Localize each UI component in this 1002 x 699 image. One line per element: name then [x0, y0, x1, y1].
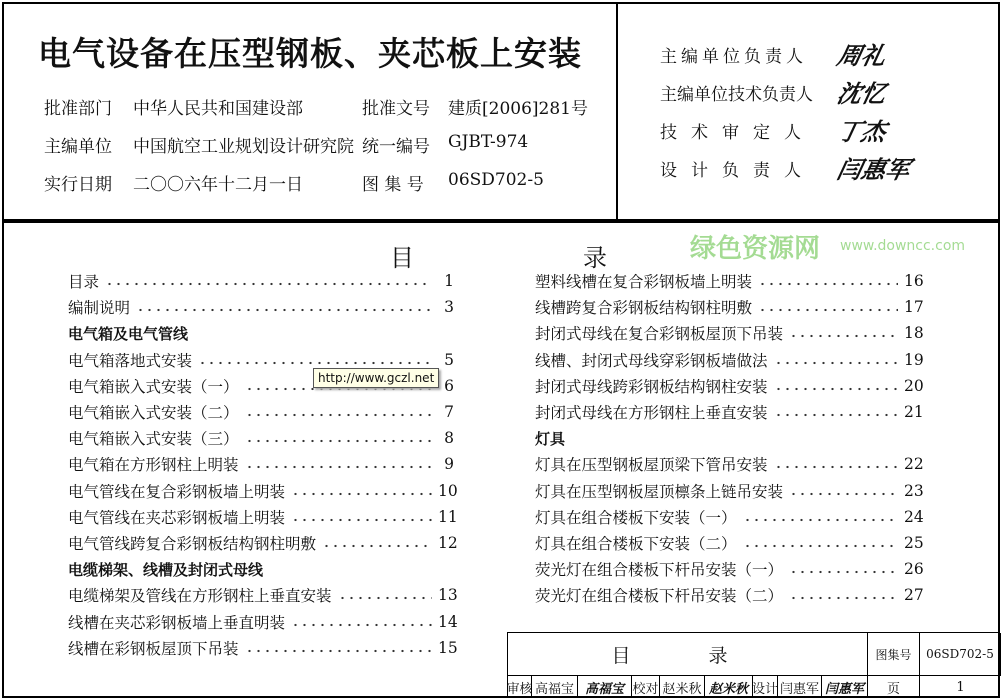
toc-entry-title: 电气箱嵌入式安装（一）	[68, 377, 239, 396]
toc-entry[interactable]	[68, 530, 458, 556]
dot-leader	[245, 439, 432, 443]
toc-entry-title: 线槽跨复合彩钢板结构钢柱明敷	[535, 299, 753, 318]
toc-page-number: 27	[904, 586, 924, 605]
designer: 闫惠军	[778, 676, 822, 698]
dot-leader	[774, 361, 898, 365]
toc-page-number: 12	[438, 533, 458, 552]
toc-entry[interactable]	[68, 635, 458, 661]
toc-entry[interactable]	[68, 268, 454, 294]
meta-label: 主编单位	[44, 137, 112, 157]
toc-entry[interactable]	[535, 320, 924, 346]
page-label: 页	[868, 676, 920, 698]
atlas-label: 图集号	[868, 633, 920, 676]
meta-label: 图 集 号	[362, 175, 424, 195]
toc-entry-title: 线槽、封闭式母线穿彩钢板墙做法	[535, 351, 768, 370]
toc-entry-title: 电气管线在复合彩钢板墙上明装	[68, 482, 286, 501]
dot-leader	[291, 623, 432, 627]
reviewer: 高福宝	[532, 676, 578, 698]
dot-leader	[774, 413, 898, 417]
dot-leader	[789, 596, 898, 600]
responsible-role: 技术审定人	[660, 123, 815, 143]
toc-page-number: 5	[444, 350, 454, 369]
dot-leader	[758, 308, 898, 312]
meta-label: 实行日期	[44, 175, 112, 195]
toc-entry[interactable]	[535, 478, 924, 504]
meta-label: 统一编号	[362, 137, 430, 157]
toc-section-heading	[68, 556, 454, 582]
meta-value: GJBT-974	[448, 132, 529, 152]
title-block	[507, 632, 1000, 698]
url-tooltip: http://www.gczl.net	[313, 368, 439, 388]
toc-page-number: 26	[904, 560, 924, 579]
toc-page-number: 25	[904, 533, 924, 552]
toc-entry[interactable]	[535, 373, 924, 399]
dot-leader	[758, 282, 898, 286]
dot-leader	[245, 465, 432, 469]
toc-entry[interactable]	[535, 294, 924, 320]
toc-entry[interactable]	[535, 530, 924, 556]
toc-right-column	[535, 268, 924, 608]
dot-leader	[743, 518, 898, 522]
document-title: 电气设备在压型钢板、夹芯板上安装	[38, 34, 582, 73]
toc-title-1: 目	[390, 244, 414, 272]
toc-entry-title: 电气箱落地式安装	[68, 351, 193, 370]
toc-entry[interactable]	[68, 504, 458, 530]
toc-entry-title: 编制说明	[68, 299, 131, 318]
toc-entry[interactable]	[68, 608, 458, 634]
toc-entry-title: 电气箱嵌入式安装（三）	[68, 430, 239, 449]
toc-entry-title: 电气箱嵌入式安装（二）	[68, 404, 239, 423]
meta-label: 批准部门	[44, 99, 112, 119]
toc-page-number: 15	[438, 638, 458, 657]
toc-entry[interactable]	[535, 582, 924, 608]
responsible-panel	[616, 2, 1000, 221]
toc-entry-title: 灯具	[535, 429, 566, 448]
dot-leader	[789, 570, 898, 574]
watermark-url: www.downcc.com	[840, 238, 966, 254]
signature: 沈忆	[834, 79, 889, 108]
dot-leader	[245, 413, 432, 417]
toc-entry-title: 荧光灯在组合楼板下杆吊安装（一）	[535, 561, 784, 580]
meta-value: 中华人民共和国建设部	[133, 99, 303, 119]
toc-page-number: 22	[904, 455, 924, 474]
toc-section-heading	[535, 425, 920, 451]
toc-page-number: 13	[438, 586, 458, 605]
meta-value: 二〇〇六年十二月一日	[133, 175, 303, 195]
dot-leader	[291, 492, 432, 496]
toc-page-number: 16	[904, 272, 924, 291]
dot-leader	[105, 282, 432, 286]
dot-leader	[198, 361, 432, 365]
page-number: 1	[956, 679, 965, 695]
toc-page-number: 21	[904, 403, 924, 422]
toc-page-number: 9	[444, 455, 454, 474]
toc-page-number: 1	[444, 272, 454, 291]
toc-title-2: 录	[583, 244, 607, 272]
toc-page-number: 20	[904, 376, 924, 395]
signature: 周礼	[834, 41, 889, 70]
responsible-role: 设计负责人	[660, 161, 815, 181]
toc-entry-title: 电气箱及电气管线	[68, 324, 189, 343]
toc-page-number: 14	[438, 612, 458, 631]
toc-entry[interactable]	[535, 556, 924, 582]
check-label: 校对	[632, 676, 660, 698]
responsible-role: 主编单位技术负责人	[660, 85, 813, 105]
toc-page-number: 11	[438, 507, 458, 526]
toc-entry-title: 灯具在压型钢板屋顶檩条上链吊安装	[535, 482, 784, 501]
toc-page-number: 3	[444, 298, 454, 317]
checker-signature: 赵米秋	[705, 676, 753, 698]
toc-entry-title: 电气管线跨复合彩钢板结构钢柱明敷	[68, 534, 317, 553]
watermark-text: 绿色资源网	[690, 234, 821, 264]
toc-entry-title: 荧光灯在组合楼板下杆吊安装（二）	[535, 587, 784, 606]
toc-page-number: 8	[444, 429, 454, 448]
dot-leader	[774, 465, 898, 469]
toc-entry-title: 电气管线在夹芯彩钢板墙上明装	[68, 508, 286, 527]
toc-page-number: 7	[444, 403, 454, 422]
dot-leader	[245, 649, 432, 653]
meta-value: 06SD702-5	[448, 170, 544, 190]
meta-value: 建质[2006]281号	[448, 99, 588, 119]
toc-entry-title: 塑料线槽在复合彩钢板墙上明装	[535, 273, 753, 292]
title-block-name: 目 录	[508, 633, 868, 676]
designer-signature: 闫惠军	[822, 676, 868, 698]
toc-entry-title: 封闭式母线在复合彩钢板屋顶下吊装	[535, 325, 784, 344]
dot-leader	[789, 334, 898, 338]
toc-entry-title: 灯具在组合楼板下安装（一）	[535, 508, 737, 527]
toc-entry-title: 电缆梯架及管线在方形钢柱上垂直安装	[68, 587, 332, 606]
toc-entry-title: 目录	[68, 273, 100, 292]
signature: 闫惠军	[834, 155, 913, 184]
toc-entry[interactable]	[535, 347, 924, 373]
toc-entry[interactable]	[535, 399, 924, 425]
toc-entry-title: 电气箱在方形钢柱上明装	[68, 456, 239, 475]
toc-page-number: 6	[444, 376, 454, 395]
meta-value: 中国航空工业规划设计研究院	[133, 137, 354, 157]
toc-entry-title: 封闭式母线在方形钢柱上垂直安装	[535, 404, 768, 423]
toc-left-column	[68, 268, 458, 661]
toc-entry[interactable]	[68, 478, 458, 504]
meta-label: 批准文号	[362, 99, 430, 119]
toc-entry[interactable]	[535, 451, 924, 477]
responsible-role: 主编单位负责人	[660, 47, 807, 67]
dot-leader	[338, 596, 432, 600]
toc-page-number: 24	[904, 507, 924, 526]
toc-entry[interactable]	[68, 425, 454, 451]
signature: 丁杰	[834, 117, 889, 146]
toc-page-number: 19	[904, 350, 924, 369]
toc-entry-title: 电缆梯架、线槽及封闭式母线	[68, 560, 264, 579]
dot-leader	[743, 544, 898, 548]
toc-entry-title: 线槽在彩钢板屋顶下吊装	[68, 639, 239, 658]
checker: 赵米秋	[660, 676, 705, 698]
dot-leader	[322, 544, 432, 548]
toc-entry-title: 灯具在压型钢板屋顶梁下管吊安装	[535, 456, 768, 475]
dot-leader	[136, 308, 432, 312]
toc-entry[interactable]	[68, 451, 454, 477]
design-label: 设计	[753, 676, 778, 698]
toc-entry-title: 灯具在组合楼板下安装（二）	[535, 534, 737, 553]
toc-entry[interactable]	[68, 582, 458, 608]
toc-page-number: 18	[904, 324, 924, 343]
toc-entry[interactable]	[68, 399, 454, 425]
reviewer-signature: 高福宝	[578, 676, 632, 698]
toc-entry[interactable]	[535, 504, 924, 530]
toc-entry-title: 线槽在夹芯彩钢板墙上垂直明装	[68, 613, 286, 632]
dot-leader	[789, 492, 898, 496]
toc-entry-title: 封闭式母线跨彩钢板结构钢柱安装	[535, 377, 768, 396]
toc-page-number: 17	[904, 298, 924, 317]
dot-leader	[291, 518, 432, 522]
toc-entry[interactable]	[68, 294, 454, 320]
toc-page-number: 23	[904, 481, 924, 500]
toc-entry[interactable]	[535, 268, 924, 294]
atlas-number: 06SD702-5	[920, 633, 1001, 676]
toc-page-number: 10	[438, 481, 458, 500]
toc-section-heading	[68, 320, 454, 346]
review-label: 审核	[508, 676, 532, 698]
dot-leader	[774, 387, 898, 391]
